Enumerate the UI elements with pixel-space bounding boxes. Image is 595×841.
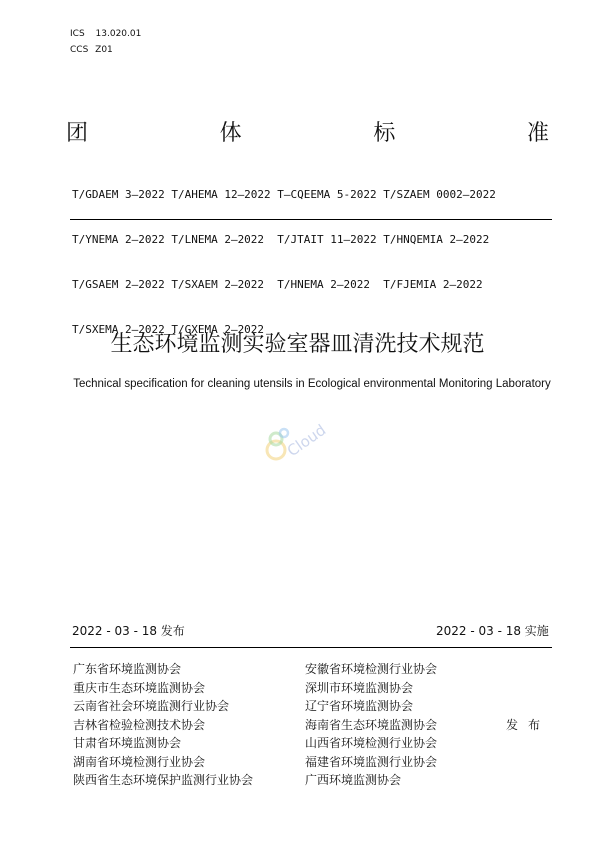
implement-date: 2022 - 03 - 18 实施 xyxy=(436,624,549,638)
ics-value: 13.020.01 xyxy=(95,29,142,39)
ccs-label: CCS xyxy=(70,45,89,55)
standard-code-line: T/YNEMA 2—2022 T/LNEMA 2—2022 T/JTAIT 11—2022 T/HNQEMIA 2—2022 xyxy=(72,233,490,246)
org-item: 广东省环境监测协会 xyxy=(73,662,182,676)
org-list-left xyxy=(73,660,253,790)
cloud-logo-icon xyxy=(262,410,342,470)
org-item: 湖南省环境检测行业协会 xyxy=(73,754,206,769)
standard-code-line: T/GDAEM 3—2022 T/AHEMA 12—2022 T—CQEEMA 5-2022 T/SZAEM 0002—2022 xyxy=(72,188,496,201)
standard-code-line: T/GSAEM 2—2022 T/SXAEM 2—2022 T/HNEMA 2—2022 T/FJEMIA 2—2022 xyxy=(72,278,483,291)
publish-label: 发布 xyxy=(506,718,551,732)
page-title-cn: 生态环境监测实验室器皿清洗技术规范 xyxy=(110,332,485,357)
org-item: 重庆市生态环境监测协会 xyxy=(73,680,206,695)
org-item: 广西环境监测协会 xyxy=(305,773,402,787)
org-item: 陕西省生态环境保护监测行业协会 xyxy=(73,773,254,787)
standard-code-line: T/SXEMA 2—2022 T/GXEMA 2—2022 xyxy=(72,323,265,336)
org-item: 吉林省检验检测技术协会 xyxy=(73,717,206,732)
org-item: 辽宁省环境监测协会 xyxy=(305,699,414,713)
org-item: 深圳市环境监测协会 xyxy=(305,680,414,695)
org-item: 云南省社会环境监测行业协会 xyxy=(73,699,230,713)
page-title-en: Technical specification for cleaning utensils in Ecological environmental Monitoring Laboratory xyxy=(73,378,551,390)
issue-date: 2022 - 03 - 18 发布 xyxy=(72,624,185,638)
org-item: 海南省生态环境监测协会 xyxy=(305,717,438,732)
heading-char-3: 标 xyxy=(373,121,396,146)
heading-char-2: 体 xyxy=(219,121,242,146)
heading-char-1: 团 xyxy=(66,121,89,146)
org-list-right xyxy=(305,660,437,790)
standard-type-heading xyxy=(66,116,549,144)
ccs-line xyxy=(70,45,113,55)
org-item: 安徽省环境检测行业协会 xyxy=(305,662,438,676)
watermark-logo xyxy=(262,410,342,470)
top-divider xyxy=(70,219,552,220)
org-item: 福建省环境监测行业协会 xyxy=(305,754,438,769)
ccs-value: Z01 xyxy=(95,45,113,55)
svg-text:Cloud: Cloud xyxy=(283,420,330,461)
bottom-divider xyxy=(70,647,552,648)
ics-line xyxy=(70,29,141,39)
org-item: 甘肃省环境监测协会 xyxy=(73,736,182,750)
standard-codes xyxy=(72,157,496,352)
ics-label: ICS xyxy=(70,29,85,39)
org-item: 山西省环境检测行业协会 xyxy=(305,736,438,750)
heading-char-4: 准 xyxy=(526,121,549,146)
